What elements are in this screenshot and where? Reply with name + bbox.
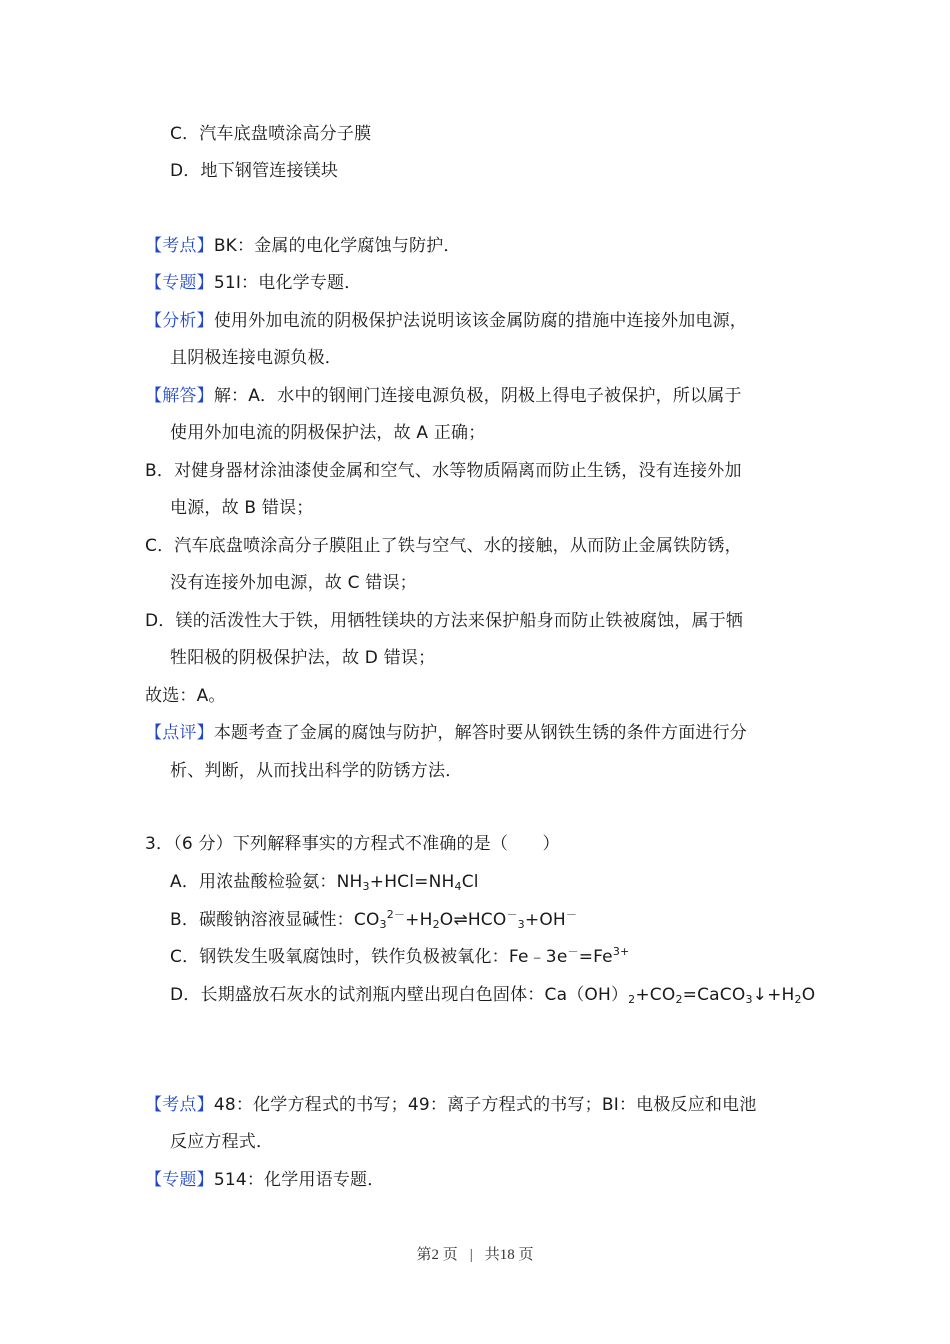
option-letter: B． xyxy=(170,910,200,930)
jieda-a: 解：A．水中的钢闸门连接电源负极，阴极上得电子被保护，所以属于 xyxy=(213,386,742,406)
q2-option-c xyxy=(170,122,371,146)
fenxi-text: 使用外加电流的阴极保护法说明该该金属防腐的措施中连接外加电源， xyxy=(213,311,748,331)
q2-dianping xyxy=(145,721,747,745)
q2-jieda xyxy=(145,384,742,408)
jieda-tag: 【解答】 xyxy=(145,386,214,406)
kaodian-tag: 【考点】 xyxy=(145,1095,214,1115)
equation-d: $Ca(OH)_2+CO_2=CaCO_3↓+H_2O$ xyxy=(544,985,816,1006)
q3-option-b xyxy=(170,908,577,932)
option-letter: D． xyxy=(170,161,201,181)
kaodian-tag: 【考点】 xyxy=(145,236,214,256)
option-letter: A． xyxy=(170,872,200,892)
jieda-c: C．汽车底盘喷涂高分子膜阻止了铁与空气、水的接触，从而防止金属铁防锈， xyxy=(145,536,742,556)
option-text: 汽车底盘喷涂高分子膜 xyxy=(199,124,372,144)
q2-fenxi xyxy=(145,309,747,333)
equation-b: $CO_3^{2-}+H_2O\rightleftharpoons HCO^-_3+OH^-$ xyxy=(353,908,578,931)
page-number: 第2 页 xyxy=(416,1247,458,1263)
option-text: 用浓盐酸检验氨： xyxy=(199,872,337,892)
kaodian-text: 48：化学方程式的书写；49：离子方程式的书写；BI：电极反应和电池 xyxy=(213,1095,757,1115)
option-text: 碳酸钠溶液显碱性： xyxy=(199,910,354,930)
jieda-d-cont: 牲阳极的阴极保护法，故 D 错误； xyxy=(170,648,436,668)
kaodian-text: BK：金属的电化学腐蚀与防护． xyxy=(213,236,461,256)
zhuanti-tag: 【专题】 xyxy=(145,273,214,293)
option-letter: D． xyxy=(170,985,201,1005)
option-text: 钢铁发生吸氧腐蚀时，铁作负极被氧化： xyxy=(199,947,509,967)
q3-stem: 3．（6 分）下列解释事实的方程式不准确的是（ ） xyxy=(145,834,560,854)
q2-option-d xyxy=(170,159,338,183)
q2-kaodian xyxy=(145,234,461,258)
zhuanti-tag: 【专题】 xyxy=(145,1170,214,1190)
q3-kaodian-cont: 反应方程式． xyxy=(170,1132,274,1152)
jieda-b: B．对健身器材涂油漆使金属和空气、水等物质隔离而防止生锈，没有连接外加 xyxy=(145,461,742,481)
dianping-text: 本题考查了金属的腐蚀与防护，解答时要从钢铁生锈的条件方面进行分 xyxy=(213,723,748,743)
option-letter: C． xyxy=(170,947,200,967)
q3-option-c xyxy=(170,945,629,969)
q3-zhuanti xyxy=(145,1168,384,1192)
jieda-d: D．镁的活泼性大于铁，用牺牲镁块的方法来保护船身而防止铁被腐蚀，属于牺 xyxy=(145,611,744,631)
equation-a: $NH_3+HCl=NH_4Cl$ xyxy=(336,872,479,893)
q2-fenxi-cont: 且阴极连接电源负极． xyxy=(170,348,342,368)
fenxi-tag: 【分析】 xyxy=(145,311,214,331)
zhuanti-text: 51I：电化学专题． xyxy=(213,273,362,293)
page-total: 共18 页 xyxy=(484,1247,534,1263)
zhuanti-text: 514：化学用语专题． xyxy=(213,1170,385,1190)
option-letter: C． xyxy=(170,124,200,144)
q3-option-d xyxy=(170,983,815,1007)
jieda-b-cont: 电源，故 B 错误； xyxy=(170,498,314,518)
equation-c: $Fe﹣3e^-=Fe^{3+}$ xyxy=(508,945,630,967)
option-text: 地下钢管连接镁块 xyxy=(200,161,339,181)
dianping-cont: 析、判断，从而找出科学的防锈方法． xyxy=(170,761,463,781)
jieda-answer: 故选：A。 xyxy=(145,686,226,706)
q3-kaodian xyxy=(145,1093,757,1117)
dianping-tag: 【点评】 xyxy=(145,723,214,743)
footer-separator: | xyxy=(469,1247,473,1263)
q3-option-a xyxy=(170,870,479,894)
option-text: 长期盛放石灰水的试剂瓶内壁出现白色固体： xyxy=(200,985,545,1005)
q2-zhuanti xyxy=(145,271,361,295)
jieda-a-cont: 使用外加电流的阴极保护法，故 A 正确； xyxy=(170,423,486,443)
page-footer xyxy=(0,1243,950,1264)
jieda-c-cont: 没有连接外加电源，故 C 错误； xyxy=(170,573,417,593)
